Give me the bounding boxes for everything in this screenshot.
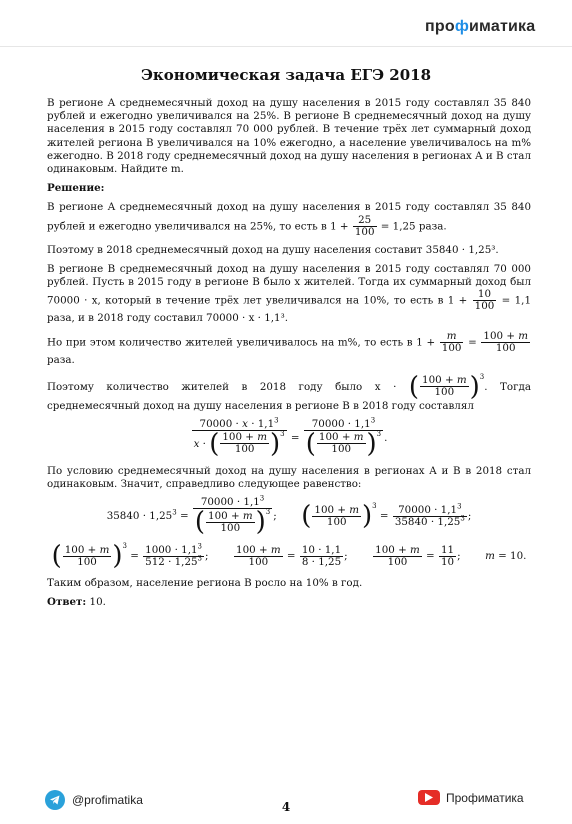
- fraction: $\frac{25}{100}$: [354, 213, 375, 238]
- solution-step-2: Поэтому в 2018 среднемесячный доход на душу населения составит 35840 · 1,25³.: [47, 243, 499, 256]
- youtube-channel: Профиматика: [446, 790, 524, 805]
- page-number: 4: [281, 800, 291, 814]
- fraction: $\frac{10}{100}$: [474, 288, 495, 313]
- answer-line: Ответ: 10.: [47, 596, 106, 609]
- solution-label: Решение:: [47, 182, 105, 195]
- telegram-handle: @profimatika: [72, 793, 143, 807]
- formula-equality: $35840 \cdot 1,25^3$ = $70000 \cdot 1,1^3$ ( 100 + m 100 ) $^3$ ; ( 100 + m 100 ) $^3$ = $\frac{70000 \cdot 1,1^3}{35840 \cdot 1,25^3}$ ;: [106, 494, 472, 538]
- youtube-link[interactable]: [418, 790, 524, 805]
- document-body: [47, 97, 531, 616]
- solution-step-3: В регионе B среднемесячный доход на душу населения в 2015 году составлял 70 000 рублей. Пусть в 2015 году в регионе B было x жителей. Тогда их суммарный доход был 70000 · x, который в течение трёх лет увеличивался на 10%, то есть в 1 + $\frac{10}{100}$ = 1,1 раза, и в 2018 году составил 70000 · x · 1,1³.: [47, 262, 532, 325]
- solution-conclusion: Таким образом, население региона B росло на 10% в год.: [47, 577, 363, 590]
- problem-text: В регионе A среднемесячный доход на душу населения в 2015 году составлял 35 840 рублей и ежегодно увеличивался на 25%. В регионе B среднемесячный доход на душу населения в 2015 году составлял 70 000 рублей. В течение трёх лет суммарный доход жителей региона B увеличивался на 10% ежегодно, а население увеличивалось на m% ежегодно. В 2018 году среднемесячный доход на душу населения в регионах A и B стал одинаковым. Найдите m.: [47, 97, 531, 176]
- youtube-icon: [418, 790, 440, 805]
- solution-step-6: По условию среднемесячный доход на душу населения в регионах A и B в 2018 стал одинаковым. Значит, справедливо следующее равенство:: [47, 464, 531, 491]
- formula-income-b: $70000 \cdot x \cdot 1,1^3$ x · ( 100 + m 100 ) $^3$ = $70000 \cdot 1,1^3$ ( 100 + m 100 ) $^3$ .: [193, 416, 388, 459]
- solution-step-4: Но при этом количество жителей увеличивалось на m%, то есть в 1 + $\frac{m}{100}$ = $\frac{100 + m}{100}$ раза.: [47, 330, 528, 367]
- page-title: Экономическая задача ЕГЭ 2018: [140, 66, 432, 84]
- header-divider: [0, 46, 572, 47]
- solution-step-1: В регионе A среднемесячный доход на душу населения в 2015 году составлял 35 840 рублей и ежегодно увеличивался на 25%, то есть в 1 + $\frac{25}{100}$ = 1,25 раза.: [47, 201, 531, 238]
- solution-step-5: Поэтому количество жителей в 2018 году было x · ( 100 + m 100 ) $^3$ . Тогда среднемесячный доход на душу населения в регионе B в 2018 году составлял: [47, 371, 531, 412]
- brand-logo: профиматика: [425, 18, 536, 35]
- formula-chain: ( 100 + m 100 ) $^3$ = $\frac{1000 \cdot 1,1^3}{512 \cdot 1,25^3}$ ; $\frac{100 + m}{100}$ = $\frac{10 \cdot 1,1}{8 \cdot 1,25}$ ; $\frac{100 + m}{100}$ = $\frac{11}{10}$ ; m = 10.: [51, 541, 527, 572]
